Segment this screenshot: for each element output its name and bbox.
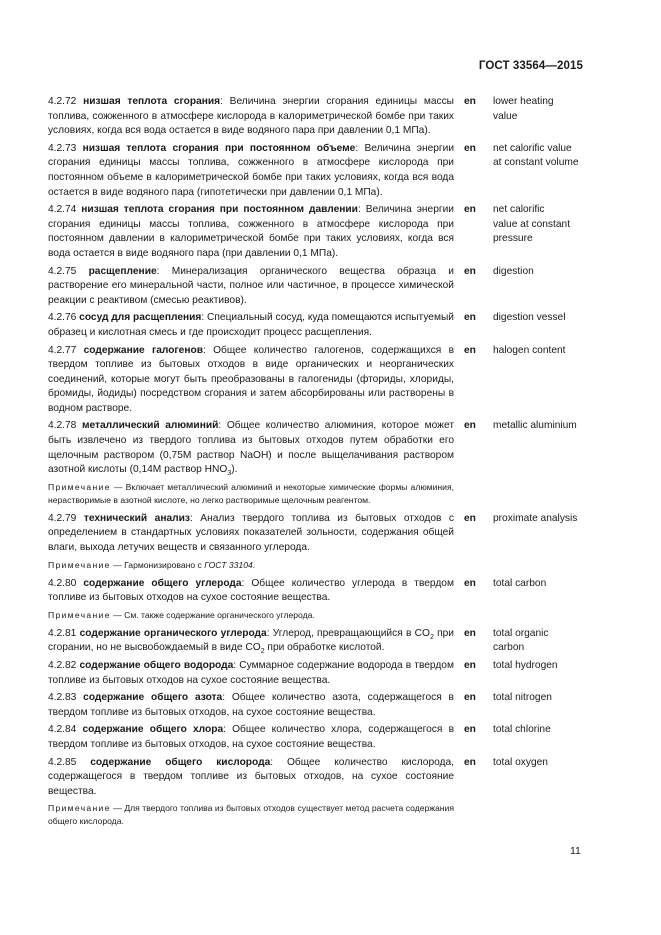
term-separator: :: [156, 265, 172, 277]
term-separator: :: [218, 420, 227, 432]
note-label: Примечание: [48, 481, 111, 492]
language-code: en: [464, 344, 476, 356]
term-name: металлический алюминий: [81, 420, 219, 432]
term-entry: [48, 311, 593, 340]
term-entry: [48, 142, 593, 200]
term-number: 4.2.78: [48, 420, 77, 432]
term-separator: :: [220, 96, 230, 107]
definition: [48, 723, 454, 752]
term-separator: :: [223, 724, 233, 736]
term-name: содержание общего кислорода: [90, 756, 271, 768]
note-reference: ГОСТ 33104: [204, 559, 253, 570]
term-name: низшая теплота сгорания: [83, 96, 221, 107]
definition-text: Величина энергии сгорания единицы массы топлива, сожженного в атмосфере кислорода в калориметрической бомбе при таких условиях, когда вся вода остается в виде водяного пара при давлении 0,1 МПа).: [48, 96, 454, 137]
term-entry: [48, 756, 593, 800]
term-separator: :: [233, 660, 240, 671]
note: [48, 802, 454, 828]
term-separator: :: [266, 627, 273, 639]
subscript: 2: [429, 633, 434, 641]
term-separator: :: [357, 204, 366, 216]
note: [48, 559, 454, 572]
term-number: 4.2.75: [48, 265, 77, 277]
standard-header: ГОСТ 33564—2015: [478, 60, 583, 72]
note-label: Примечание: [48, 609, 111, 620]
definition-text-end: при обработке кислотой.: [264, 642, 385, 654]
definition: [48, 311, 454, 340]
language-code: en: [464, 756, 476, 768]
term-number: 4.2.80: [48, 577, 77, 589]
term-name: сосуд для расщепления: [79, 312, 202, 324]
definition: [48, 344, 454, 417]
definition: [48, 512, 454, 556]
english-equivalent: digestion vessel: [493, 312, 566, 324]
term-separator: :: [201, 312, 208, 324]
note-text: См. также содержание органического углерода.: [124, 609, 315, 620]
english-equivalent: total hydrogen: [493, 660, 558, 671]
language-code: en: [464, 692, 476, 704]
definition-text-end: при сгорании, но не высвобождаемый в виде CO: [48, 627, 454, 654]
term-number: 4.2.77: [48, 344, 77, 356]
definition-text: Углерод, превращающийся в CO: [272, 627, 430, 639]
note-dash: —: [110, 803, 125, 814]
note-dash: —: [110, 609, 125, 620]
english-equivalent: total carbon: [493, 577, 547, 589]
english-equivalent: net calorific value at constant volume: [493, 142, 579, 169]
term-number: 4.2.85: [48, 756, 77, 768]
term-separator: :: [202, 344, 214, 356]
definition-text-end: ).: [231, 464, 238, 476]
note-text-end: .: [252, 559, 256, 570]
subscript: 3: [227, 470, 232, 478]
term-number: 4.2.79: [48, 512, 77, 524]
definition-text: Величина энергии сгорания единицы массы топлива, сожженного в атмосфере кислорода при постоянном давлении в калориметрической бомбе при таких условиях, когда вся вода остается в виде водяного пара (при давлении 0,1 МПа).: [48, 204, 454, 259]
term-number: 4.2.82: [48, 660, 77, 671]
term-separator: :: [241, 577, 252, 589]
terms-list: [48, 95, 593, 833]
note-text: Включает металлический алюминий и некоторые химические формы алюминия, нерастворимые в азотной кислоте, но легко растворимые щелочным реагентом.: [48, 481, 454, 505]
term-entry: [48, 659, 593, 688]
language-code: en: [464, 420, 476, 432]
page-number: 11: [570, 845, 581, 857]
note-dash: —: [110, 481, 126, 492]
term-name: содержание галогенов: [83, 344, 203, 356]
english-equivalent: total chlorine: [493, 724, 551, 736]
definition-text: Общее количество галогенов, содержащихся в твердом топливе из бытовых отходов в виде органических и неорганических соединений, которые могут быть преобразованы в галогениды (фториды, хлориды, бромиды, йодиды) посредством сгорания и затем абсорбированы или растворены в водном растворе.: [48, 344, 454, 414]
definition: [48, 203, 454, 261]
term-number: 4.2.73: [48, 142, 77, 154]
term-name: расщепление: [88, 265, 157, 277]
term-entry: [48, 723, 593, 752]
term-entry: [48, 203, 593, 261]
term-entry: [48, 512, 593, 556]
term-name: низшая теплота сгорания при постоянном объеме: [82, 142, 356, 154]
language-code: en: [464, 627, 476, 639]
definition: [48, 756, 454, 800]
note: [48, 481, 454, 507]
term-entry: [48, 691, 593, 720]
term-entry: [48, 344, 593, 417]
note-label: Примечание: [48, 559, 111, 570]
definition: [48, 627, 454, 656]
term-number: 4.2.83: [48, 692, 77, 704]
term-entry: [48, 265, 593, 309]
definition-text: Специальный сосуд, куда помещаются испытуемый образец и кислотная смесь и где происходит процесс расщепления.: [48, 312, 454, 338]
note-text: Гармонизировано с: [124, 559, 205, 570]
definition: [48, 265, 454, 309]
definition: [48, 659, 454, 688]
definition-text: Анализ твердого топлива из бытовых отходов с определением в стандартных условиях показателей зольности, содержания общей влаги, выхода летучих веществ и связанного углерода.: [48, 512, 454, 554]
definition: [48, 577, 454, 606]
language-code: en: [464, 512, 476, 524]
definition-text: Суммарное содержание водорода в твердом топливе из бытовых отходов на сухое состояние вещества.: [48, 660, 454, 686]
definition-text: Общее количество углерода в твердом топливе из бытовых отходов на сухое состояние вещества.: [48, 577, 454, 604]
language-code: en: [464, 660, 476, 671]
definition-text: Величина энергии сгорания единицы массы топлива, сожженного в атмосфере кислорода при постоянном объеме в калориметрической бомбе при таких условиях, когда вся вода остается в виде водяного пара (гипотетически при давлении 0,1 МПа).: [48, 142, 455, 198]
english-equivalent: proximate analysis: [493, 512, 578, 524]
note: [48, 609, 454, 622]
note-dash: —: [110, 559, 125, 570]
term-entry: [48, 627, 593, 656]
language-code: en: [464, 312, 476, 324]
definition-text: Общее количество хлора, содержащегося в твердом топливе из бытовых отходов, на сухое состояние вещества.: [48, 724, 454, 750]
language-code: en: [464, 204, 476, 216]
term-name: содержание общего азота: [83, 692, 223, 704]
term-entry: [48, 95, 593, 139]
note-label: Примечание: [48, 803, 111, 814]
definition-text: Общее количество кислорода, содержащегося в твердом топливе из бытовых отходов, на сухое состояние вещества.: [48, 756, 454, 797]
definition-text: Общее количество азота, содержащегося в твердом топливе из бытовых отходов, на сухое состояние вещества.: [48, 692, 454, 718]
english-equivalent: lower heating value: [493, 96, 554, 122]
term-name: содержание органического углерода: [79, 627, 267, 639]
term-number: 4.2.76: [48, 312, 77, 324]
language-code: en: [464, 724, 476, 736]
language-code: en: [464, 265, 476, 277]
english-equivalent: total oxygen: [493, 756, 548, 768]
definition: [48, 419, 454, 477]
note-text: Для твердого топлива из бытовых отходов существует метод расчета содержания общего кислорода.: [48, 803, 454, 827]
term-separator: :: [189, 512, 201, 524]
language-code: en: [464, 142, 476, 154]
term-name: содержание общего хлора: [82, 724, 224, 736]
term-entry: [48, 577, 593, 606]
english-equivalent: halogen content: [493, 344, 566, 356]
english-equivalent: digestion: [493, 265, 534, 277]
term-separator: :: [355, 142, 365, 154]
definition-text: Минерализация органического вещества образца и растворение его минеральной части, полное или частичное, в процессе химической реакции с реактивом (смесью реактивов).: [48, 265, 454, 306]
term-number: 4.2.72: [48, 96, 77, 107]
term-entry: [48, 419, 593, 477]
language-code: en: [464, 577, 476, 589]
definition: [48, 95, 454, 139]
term-name: низшая теплота сгорания при постоянном давлении: [81, 204, 358, 216]
subscript: 2: [260, 648, 265, 656]
english-equivalent: net calorific value at constant pressure: [493, 204, 571, 245]
term-name: содержание общего углерода: [83, 577, 242, 589]
term-number: 4.2.74: [48, 204, 77, 216]
term-number: 4.2.84: [48, 724, 77, 736]
term-number: 4.2.81: [48, 627, 77, 639]
english-equivalent: total nitrogen: [493, 692, 552, 704]
english-equivalent: metallic aluminium: [493, 420, 577, 432]
definition-text: Общее количество алюминия, которое может быть извлечено из твердого топлива из бытовых отходов путем обработки его щелочным раствором (0,75М раствор NaOH) и после выщелачивания раствором азотной кислоты (0,14М раствор HNO: [48, 420, 454, 476]
term-separator: :: [222, 692, 232, 704]
term-name: технический анализ: [83, 512, 190, 524]
term-separator: :: [270, 756, 287, 768]
language-code: en: [464, 96, 476, 107]
definition: [48, 691, 454, 720]
english-equivalent: total organic carbon: [493, 627, 549, 654]
term-name: содержание общего водорода: [79, 660, 234, 671]
definition: [48, 142, 454, 200]
